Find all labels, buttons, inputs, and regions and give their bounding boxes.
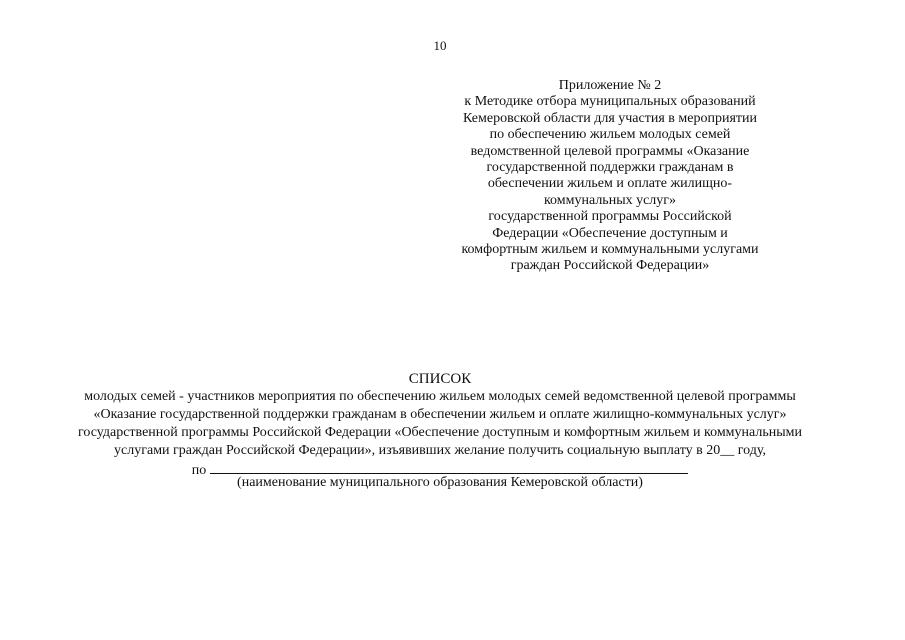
appendix-line: Федерации «Обеспечение доступным и bbox=[492, 225, 728, 241]
appendix-line: ведомственной целевой программы «Оказание bbox=[470, 143, 750, 159]
appendix-line: к Методике отбора муниципальных образований bbox=[464, 94, 756, 110]
municipality-caption: (наименование муниципального образования Кемеровской области) bbox=[237, 475, 643, 490]
list-description-line: услугами граждан Российской Федерации», изъявивших желание получить социальную выплату в 20__ году, bbox=[114, 443, 766, 458]
appendix-line: государственной программы Российской bbox=[488, 209, 732, 225]
appendix-header bbox=[420, 78, 800, 275]
appendix-line: коммунальных услуг» bbox=[543, 192, 677, 208]
page-number: 10 bbox=[433, 38, 447, 53]
appendix-line: граждан Российской Федерации» bbox=[510, 258, 710, 274]
list-description-line: «Оказание государственной поддержки гражданам в обеспечении жильем и оплате жилищно-коммунальных услуг» bbox=[93, 407, 787, 422]
appendix-line: комфортным жильем и коммунальными услугами bbox=[461, 242, 759, 258]
list-title: СПИСОК bbox=[408, 371, 472, 387]
appendix-line: Приложение № 2 bbox=[558, 78, 662, 93]
list-description-line: государственной программы Российской Федерации «Обеспечение доступным и комфортным жильем и коммунальными bbox=[77, 425, 802, 440]
appendix-line: обеспечении жильем и оплате жилищно- bbox=[487, 176, 733, 192]
appendix-line: государственной поддержки гражданам в bbox=[486, 160, 734, 176]
appendix-line: Кемеровской области для участия в мероприятии bbox=[463, 110, 757, 126]
list-section bbox=[0, 370, 880, 480]
appendix-line: по обеспечению жильем молодых семей bbox=[489, 127, 731, 143]
list-description-line: молодых семей - участников мероприятия по обеспечению жильем молодых семей ведомственной целевой программы bbox=[84, 389, 796, 404]
po-label: по bbox=[191, 463, 207, 478]
municipality-blank-line bbox=[210, 460, 688, 474]
